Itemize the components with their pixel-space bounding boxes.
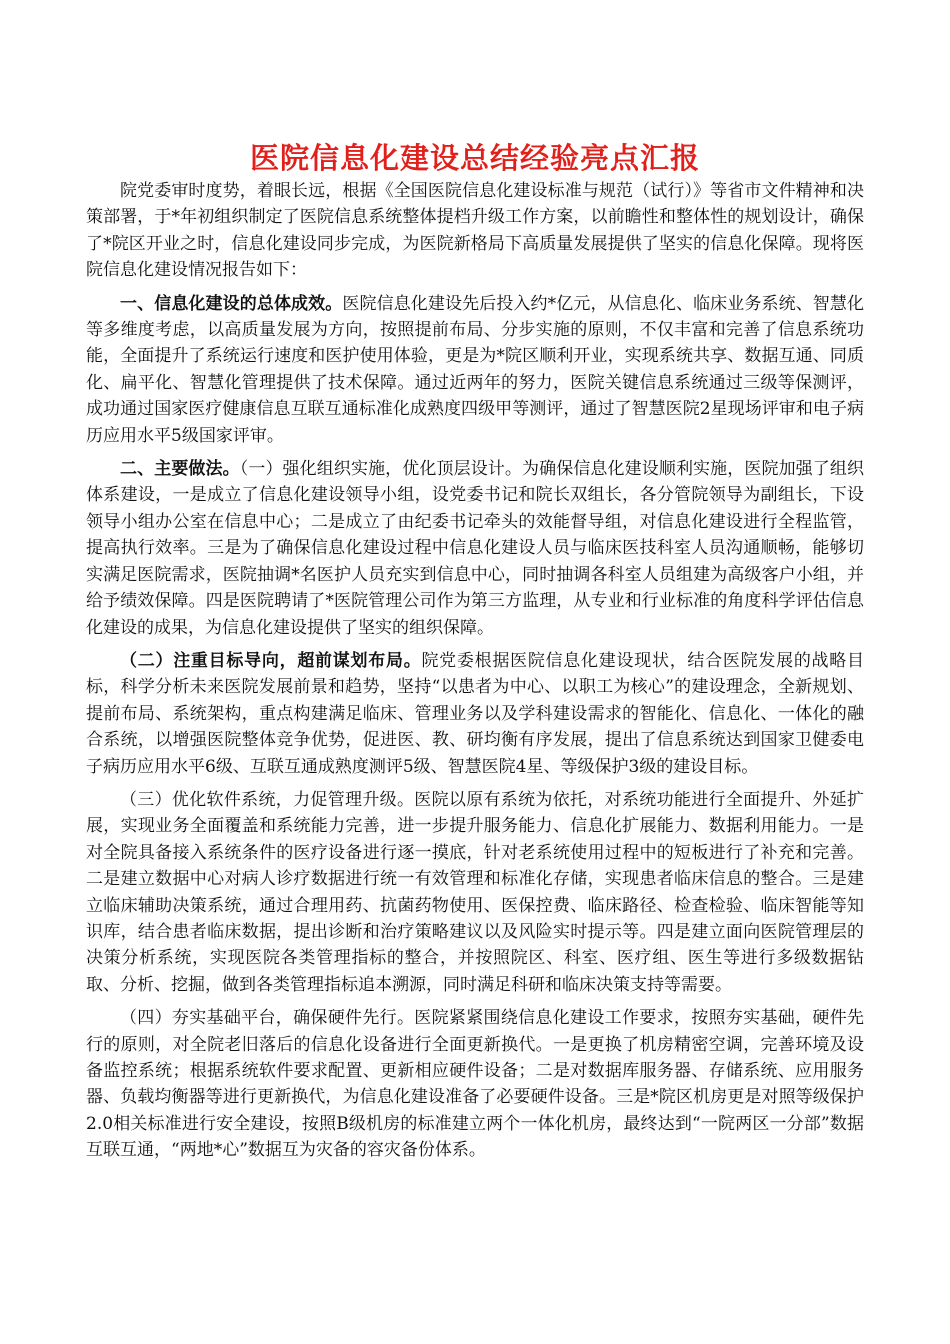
paragraph-section-1 (86, 291, 864, 449)
section-heading: 二、主要做法。 (120, 459, 240, 480)
document-body (86, 178, 864, 1171)
paragraph-text: 医院信息化建设先后投入约*亿元，从信息化、临床业务系统、智慧化等多维度考虑，以高质量发展为方向，按照提前布局、分步实施的原则，不仅丰富和完善了信息系统功能，全面提升了系统运行速度和医护使用体验，更是为*院区顺利开业，实现系统共享、数据互通、同质化、扁平化、智慧化管理提供了技术保障。通过近两年的努力，医院关键信息系统通过三级等保测评，成功通过国家医疗健康信息互联互通标准化成熟度四级甲等测评，通过了智慧医院2星现场评审和电子病历应用水平5级国家评审。 (86, 293, 865, 446)
paragraph-subsection-4 (86, 1005, 864, 1163)
paragraph-text: 院党委根据医院信息化建设现状，结合医院发展的战略目标，科学分析未来医院发展前景和趋势，坚持“以患者为中心、以职工为核心”的建设理念，全新规划、提前布局、系统架构，重点构建满足临床、管理业务以及学科建设需求的智能化、信息化、一体化的融合系统，以增强医院整体竞争优势，促进医、教、研均衡有序发展，提出了信息系统达到国家卫健委电子病历应用水平6级、互联互通成熟度测评5级、智慧医院4星、等级保护3级的建设目标。 (86, 650, 865, 777)
paragraph-text: （三）优化软件系统，力促管理升级。医院以原有系统为依托，对系统功能进行全面提升、外延扩展，实现业务全面覆盖和系统能力完善，进一步提升服务能力、信息化扩展能力、数据利用能力。一是对全院具备接入系统条件的医疗设备进行逐一摸底，针对老系统使用过程中的短板进行了补充和完善。二是建立数据中心对病人诊疗数据进行统一有效管理和标准化存储，实现患者临床信息的整合。三是建立临床辅助决策系统，通过合理用药、抗菌药物使用、医保控费、临床路径、检查检验、临床智能等知识库，结合患者临床数据，提出诊断和治疗策略建议以及风险实时提示等。四是建立面向医院管理层的决策分析系统，实现医院各类管理指标的整合，并按照院区、科室、医疗组、医生等进行多级数据钻取、分析、挖掘，做到各类管理指标追本溯源，同时满足科研和临床决策支持等需要。 (86, 789, 864, 995)
document-title: 医院信息化建设总结经验亮点汇报 (249, 141, 700, 175)
paragraph-subsection-2 (86, 648, 864, 780)
subsection-heading: （二）注重目标导向，超前谋划布局。 (120, 650, 422, 671)
paragraph-text: （四）夯实基础平台，确保硬件先行。医院紧紧围绕信息化建设工作要求，按照夯实基础，硬件先行的原则，对全院老旧落后的信息化设备进行全面更新换代。一是更换了机房精密空调，完善环境及设备监控系统；根据系统软件要求配置、更新相应硬件设备；二是对数据库服务器、存储系统、应用服务器、负载均衡器等进行更新换代，为信息化建设准备了必要硬件设备。三是*院区机房更是对照等级保护2.0相关标准进行安全建设，按照B级机房的标准建立两个一体化机房，最终达到“一院两区一分部”数据互联互通，“两地*心”数据互为灾备的容灾备份体系。 (86, 1008, 864, 1161)
paragraph-intro (86, 178, 864, 284)
paragraph-text: （一）强化组织实施，优化顶层设计。为确保信息化建设顺利实施，医院加强了组织体系建设，一是成立了信息化建设领导小组，设党委书记和院长双组长，各分管院领导为副组长，下设领导小组办公室在信息中心；二是成立了由纪委书记牵头的效能督导组，对信息化建设进行全程监管，提高执行效率。三是为了确保信息化建设过程中信息化建设人员与临床医技科室人员沟通顺畅，能够切实满足医院需求，医院抽调*名医护人员充实到信息中心，同时抽调各科室人员组建为高级客户小组，并给予绩效保障。四是医院聘请了*医院管理公司作为第三方监理，从专业和行业标准的角度科学评估信息化建设的成果，为信息化建设提供了坚实的组织保障。 (86, 459, 865, 638)
paragraph-text: 院党委审时度势，着眼长远，根据《全国医院信息化建设标准与规范（试行）》等省市文件精神和决策部署，于*年初组织制定了医院信息系统整体提档升级工作方案，以前瞻性和整体性的规划设计，确保了*院区开业之时，信息化建设同步完成，为医院新格局下高质量发展提供了坚实的信息化保障。现将医院信息化建设情况报告如下： (86, 181, 864, 281)
section-heading: 一、信息化建设的总体成效。 (120, 293, 343, 314)
paragraph-subsection-3 (86, 787, 864, 998)
paragraph-section-2 (86, 456, 864, 641)
